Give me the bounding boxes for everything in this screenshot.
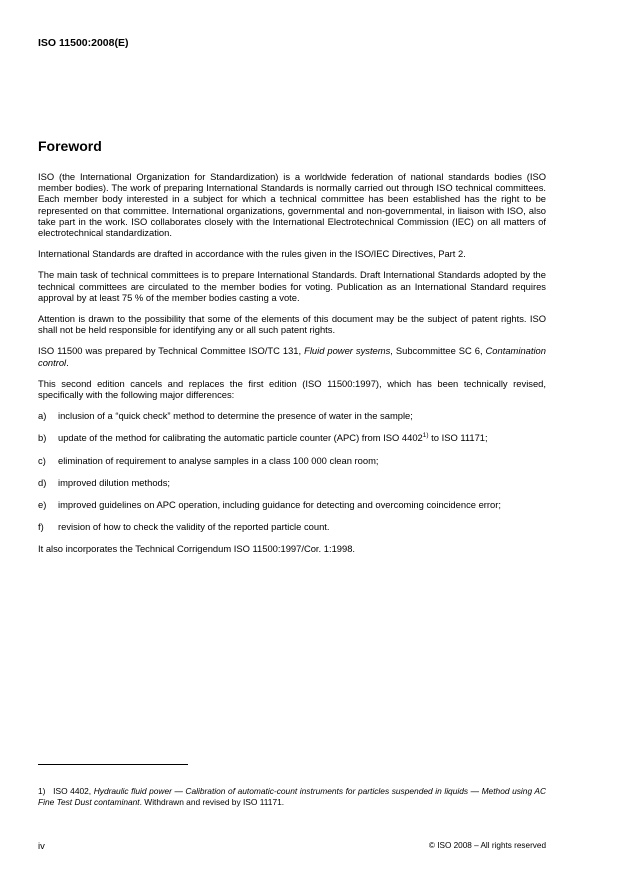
footnote-note: . Withdrawn and revised by ISO 11171. — [139, 796, 285, 807]
list-item — [38, 521, 546, 532]
list-item — [38, 499, 546, 510]
list-text: improved dilution methods; — [58, 476, 171, 488]
prepared-by-subcommittee: , Subcommittee SC 6, — [390, 345, 486, 357]
list-text: update of the method for calibrating the automatic particle counter (APC) from ISO 4402$^{1)}$ to ISO 11171; — [58, 432, 488, 444]
paragraph-iso-intro: ISO (the International Organization for Standardization) is a worldwide federation of national standards bodies (ISO member bodies). The work of preparing International Standards is normally carried out through ISO technical committees. Each member body interested in a subject for which a technical committee has been established has the right to be represented on that committee. International organizations, governmental and non-governmental, in liaison with ISO, also take part in the work. ISO collaborates closely with the International Electrotechnical Commission (IEC) on all matters of electrotechnical standardization. — [38, 171, 546, 239]
list-label: b) — [38, 432, 47, 444]
footnote — [38, 786, 546, 807]
list-item — [38, 432, 546, 443]
page-number: iv — [38, 840, 45, 851]
list-text: inclusion of a “quick check” method to determine the presence of water in the sample; — [58, 410, 413, 422]
paragraph-patent-rights: Attention is drawn to the possibility that some of the elements of this document may be the subject of patent rights. ISO shall not be held responsible for identifying any or all such patent rights. — [38, 313, 546, 336]
list-item — [38, 410, 546, 421]
list-item — [38, 477, 546, 488]
list-text: revision of how to check the validity of the reported particle count. — [58, 521, 330, 533]
footnote-divider — [38, 764, 188, 765]
paragraph-edition: This second edition cancels and replaces the first edition (ISO 11500:1997), which has been technically revised, specifically with the following major differences: — [38, 377, 546, 401]
paragraph-prepared-by: ISO 11500 was prepared by Technical Committee ISO/TC 131, Fluid power systems, Subcommittee SC 6, Contamination control. — [38, 345, 546, 368]
prepared-by-text: ISO 11500 was prepared by Technical Committee ISO/TC 131, — [38, 345, 305, 357]
footnote-title: Hydraulic fluid power — Calibration of automatic-count instruments for particles suspended in liquids — Method using AC Fine Test Dust contaminant — [38, 786, 547, 807]
copyright-notice: © ISO 2008 – All rights reserved — [428, 841, 546, 850]
subcommittee-title: Contamination control — [38, 345, 546, 368]
paragraph-committee-task: The main task of technical committees is to prepare International Standards. Draft International Standards adopted by the technical committees are circulated to the member bodies for voting. Publication as an International Standard requires approval by at least 75 % of the member bodies casting a vote. — [38, 269, 546, 303]
footnote-reference[interactable]: 1) — [422, 432, 429, 440]
list-text: improved guidelines on APC operation, including guidance for detecting and overcoming coincidence error; — [58, 499, 501, 511]
footnote-marker: 1) — [38, 786, 46, 796]
list-label: e) — [38, 499, 47, 511]
section-title: Foreword — [38, 138, 102, 154]
list-label: c) — [38, 454, 46, 466]
committee-title: Fluid power systems — [304, 345, 391, 357]
foreword-body — [38, 171, 546, 565]
footnote-reference-text: ISO 4402, — [53, 786, 94, 796]
paragraph-corrigendum: It also incorporates the Technical Corrigendum ISO 11500:1997/Cor. 1:1998. — [38, 543, 356, 555]
document-id-header: ISO 11500:2008(E) — [38, 37, 129, 49]
list-label: f) — [38, 521, 44, 533]
paragraph-directives: International Standards are drafted in accordance with the rules given in the ISO/IEC Directives, Part 2. — [38, 248, 466, 260]
list-label: a) — [38, 410, 47, 422]
list-label: d) — [38, 476, 47, 488]
list-item — [38, 455, 546, 466]
list-text: elimination of requirement to analyse samples in a class 100 000 clean room; — [58, 454, 379, 466]
